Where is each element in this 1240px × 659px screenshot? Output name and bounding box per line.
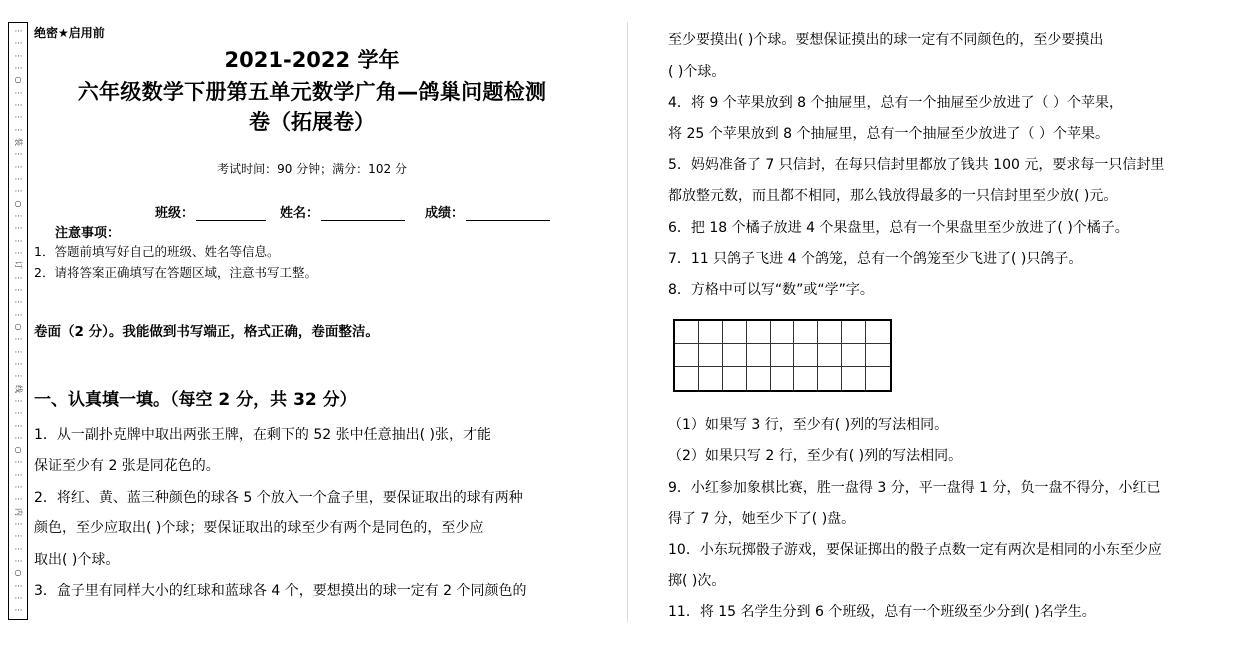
note-item: 1．答题前填写好自己的班级、姓名等信息。 (34, 244, 280, 259)
grid-cell (723, 321, 747, 344)
binding-dots: ⋮ (14, 495, 23, 504)
writing-grid (673, 319, 892, 392)
grid-cell (747, 367, 771, 390)
grid-cell (818, 321, 842, 344)
grid-cell (675, 344, 699, 367)
question-line: 颜色，至少应取出( )个球；要保证取出的球至少有两个是同色的，至少应 (34, 520, 484, 536)
binding-dots: ⋮ (14, 372, 23, 381)
binding-dots: ⋮ (14, 211, 23, 220)
binding-dots: ⋮ (14, 285, 23, 294)
binding-circle-icon: ○ (14, 445, 22, 455)
section-heading: 一、认真填一填。（每空 2 分，共 32 分） (34, 390, 357, 410)
binding-dots: ⋮ (14, 433, 23, 442)
binding-dots: ⋮ (14, 544, 23, 553)
binding-dots: ⋮ (14, 557, 23, 566)
binding-dots: ⋮ (14, 63, 23, 72)
binding-dots: ⋮ (14, 113, 23, 122)
binding-char: 装 (14, 137, 23, 146)
grid-cell (866, 344, 890, 367)
binding-dots: ⋮ (14, 125, 23, 134)
binding-circle-icon: ○ (14, 321, 22, 331)
binding-dots: ⋮ (14, 594, 23, 603)
exam-year: 2021-2022 学年 (224, 48, 400, 72)
binding-dots: ⋮ (14, 298, 23, 307)
question-line: 取出( )个球。 (34, 552, 120, 568)
binding-dots: ⋮ (14, 273, 23, 282)
question-line: 至少要摸出( )个球。要想保证摸出的球一定有不同颜色的，至少要摸出 (668, 32, 1104, 48)
binding-dots: ⋮ (14, 100, 23, 109)
binding-dots: ⋮ (14, 470, 23, 479)
binding-dots: ⋮ (14, 409, 23, 418)
grid-cell (794, 344, 818, 367)
grid-cell (842, 367, 866, 390)
grid-cell (866, 367, 890, 390)
column-divider (627, 22, 628, 622)
question-line: 4．将 9 个苹果放到 8 个抽屉里，总有一个抽屉至少放进了（ ）个苹果， (668, 95, 1123, 111)
grid-cell (675, 321, 699, 344)
question-line: 都放整元数，而且都不相同，那么钱放得最多的一只信封里至少放( )元。 (668, 188, 1118, 204)
binding-dots: ⋮ (14, 483, 23, 492)
binding-dots: ⋮ (14, 88, 23, 97)
binding-dots: ⋮ (14, 187, 23, 196)
grid-cell (794, 321, 818, 344)
binding-dots: ⋮ (14, 396, 23, 405)
binding-circle-icon: ○ (14, 75, 22, 85)
class-blank[interactable] (196, 208, 266, 221)
binding-dots: ⋮ (14, 581, 23, 590)
grid-cell (723, 344, 747, 367)
binding-dots: ⋮ (14, 162, 23, 171)
binding-circle-icon: ○ (14, 568, 22, 578)
question-line: ( )个球。 (668, 64, 726, 80)
question-line: 11．将 15 名学生分到 6 个班级，总有一个班级至少分到( )名学生。 (668, 604, 1096, 620)
binding-strip (8, 22, 28, 620)
neatness-statement: 卷面（2 分）。我能做到书写端正，格式正确，卷面整洁。 (34, 324, 379, 340)
binding-dots: ⋮ (14, 310, 23, 319)
grid-cell (747, 321, 771, 344)
exam-subtitle: 卷（拓展卷） (249, 110, 375, 134)
binding-dots: ⋮ (14, 520, 23, 529)
grid-cell (699, 321, 723, 344)
grid-cell (675, 367, 699, 390)
note-item: 2．请将答案正确填写在答题区域，注意书写工整。 (34, 265, 317, 280)
name-label: 姓名： (280, 206, 320, 221)
binding-dots: ⋮ (14, 27, 23, 35)
question-line: 掷( )次。 (668, 573, 726, 589)
notes-title: 注意事项： (55, 226, 121, 241)
exam-info: 考试时间：90 分钟；满分：102 分 (217, 162, 407, 176)
grid-cell (818, 367, 842, 390)
binding-dots: ⋮ (14, 174, 23, 183)
grid-cell (771, 367, 795, 390)
question-line: （2）如果只写 2 行，至少有( )列的写法相同。 (668, 448, 963, 464)
grid-cell (699, 344, 723, 367)
question-line: 10．小东玩掷骰子游戏，要保证掷出的骰子点数一定有两次是相同的小东至少应 (668, 542, 1162, 558)
grid-cell (842, 321, 866, 344)
grid-cell (699, 367, 723, 390)
question-line: 2．将红、黄、蓝三种颜色的球各 5 个放入一个盒子里，要保证取出的球有两种 (34, 490, 523, 506)
student-info-fields (155, 202, 564, 221)
binding-dots: ⋮ (14, 606, 23, 615)
binding-dots: ⋮ (14, 224, 23, 233)
grid-cell (771, 344, 795, 367)
grid-cell (842, 344, 866, 367)
binding-dots: ⋮ (14, 532, 23, 541)
question-line: 1．从一副扑克牌中取出两张王牌，在剩下的 52 张中任意抽出( )张，才能 (34, 427, 491, 443)
grid-cell (723, 367, 747, 390)
secret-label: 绝密★启用前 (34, 26, 105, 40)
question-line: 3．盒子里有同样大小的红球和蓝球各 4 个，要想摸出的球一定有 2 个同颜色的 (34, 583, 527, 599)
binding-dots: ⋮ (14, 335, 23, 344)
binding-dots: ⋮ (14, 458, 23, 467)
binding-char: 订 (14, 261, 23, 270)
question-line: 保证至少有 2 张是同花色的。 (34, 458, 220, 474)
binding-char: 线 (14, 384, 23, 393)
grid-cell (818, 344, 842, 367)
question-line: 5．妈妈准备了 7 只信封，在每只信封里都放了钱共 100 元，要求每一只信封里 (668, 157, 1165, 173)
name-blank[interactable] (321, 208, 405, 221)
binding-dots: ⋮ (14, 236, 23, 245)
binding-dots: ⋮ (14, 421, 23, 430)
question-line: （1）如果写 3 行，至少有( )列的写法相同。 (668, 417, 949, 433)
binding-dots: ⋮ (14, 359, 23, 368)
question-line: 9．小红参加象棋比赛，胜一盘得 3 分，平一盘得 1 分，负一盘不得分，小红已 (668, 480, 1161, 496)
binding-dots: ⋮ (14, 347, 23, 356)
question-line: 得了 7 分，她至少下了( )盘。 (668, 511, 856, 527)
binding-dots: ⋮ (14, 150, 23, 159)
grid-cell (794, 367, 818, 390)
binding-dots: ⋮ (14, 39, 23, 48)
question-line: 6．把 18 个橘子放进 4 个果盘里，总有一个果盘里至少放进了( )个橘子。 (668, 220, 1129, 236)
question-line: 将 25 个苹果放到 8 个抽屉里，总有一个抽屉至少放进了（ ）个苹果。 (668, 126, 1109, 142)
grid-cell (866, 321, 890, 344)
question-line: 8．方格中可以写“数”或“学”字。 (668, 282, 874, 298)
binding-circle-icon: ○ (14, 198, 22, 208)
question-line: 7．11 只鸽子飞进 4 个鸽笼，总有一个鸽笼至少飞进了( )只鸽子。 (668, 251, 1083, 267)
binding-dots: ⋮ (14, 51, 23, 60)
class-label: 班级： (155, 206, 195, 221)
score-label: 成绩： (425, 206, 465, 221)
binding-dots: ⋮ (14, 248, 23, 257)
binding-char: 内 (14, 507, 23, 516)
grid-cell (747, 344, 771, 367)
score-blank[interactable] (466, 208, 550, 221)
exam-title: 六年级数学下册第五单元数学广角—鸽巢问题检测 (77, 80, 547, 104)
grid-cell (771, 321, 795, 344)
